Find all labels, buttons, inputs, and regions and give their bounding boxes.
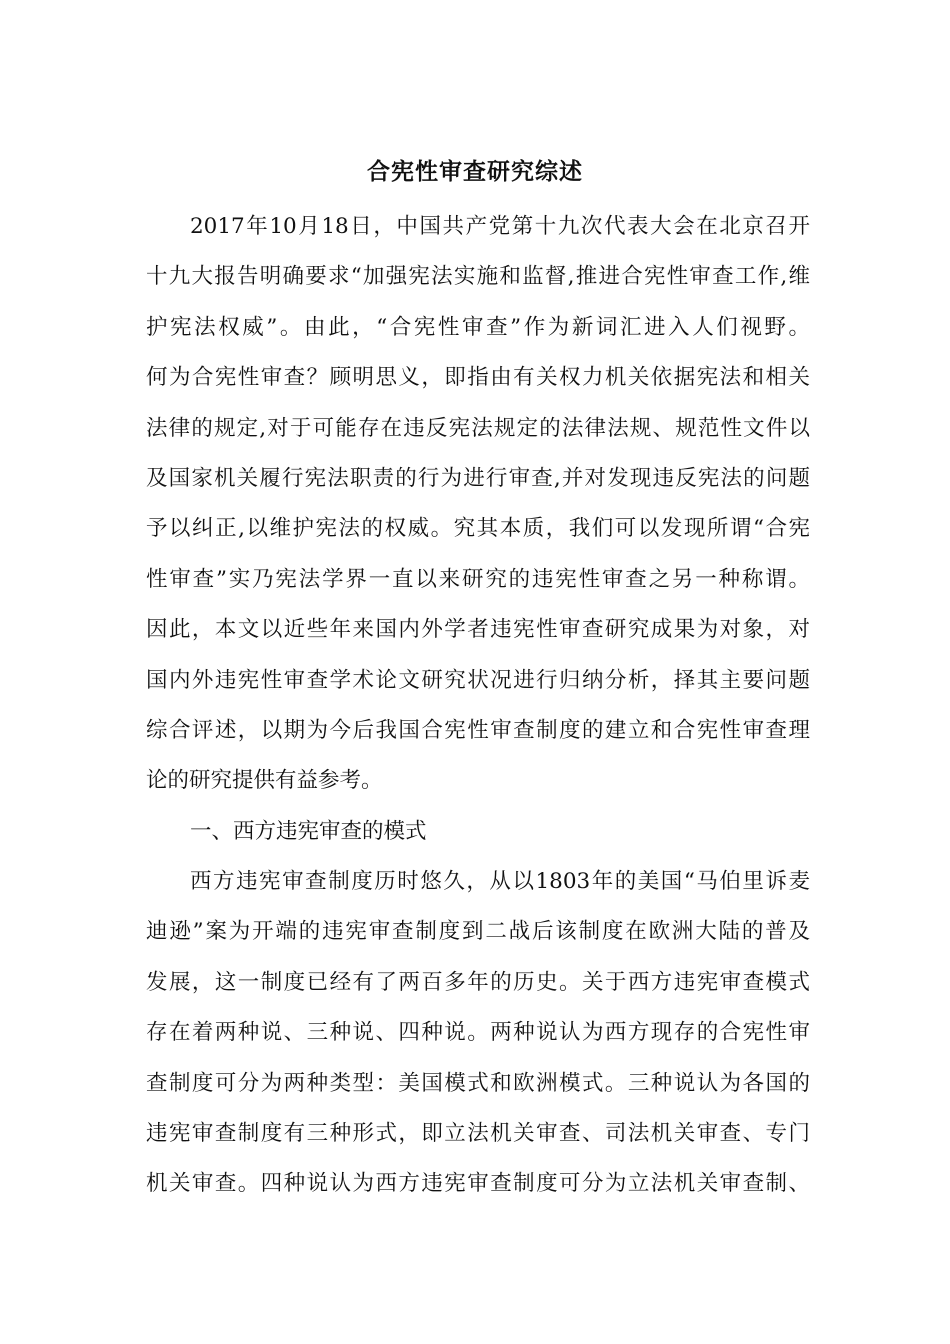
body-line: 何为合宪性审查？顾明思义，即指由有关权力机关依据宪法和相关 (146, 365, 810, 391)
body-line: 一、西方违宪审查的模式 (190, 818, 427, 844)
body-line: 西方违宪审查制度历时悠久，从以1803年的美国“马伯里诉麦 (190, 869, 810, 895)
body-line: 十九大报告明确要求“加强宪法实施和监督,推进合宪性审查工作,维 (146, 264, 810, 290)
body-line: 论的研究提供有益参考。 (146, 768, 383, 794)
body-line: 存在着两种说、三种说、四种说。两种说认为西方现存的合宪性审 (146, 1020, 810, 1046)
body-line: 护宪法权威”。由此，“合宪性审查”作为新词汇进入人们视野。 (146, 314, 810, 340)
body-line: 因此，本文以近些年来国内外学者违宪性审查研究成果为对象，对 (146, 617, 810, 643)
body-line: 迪逊”案为开端的违宪审查制度到二战后该制度在欧洲大陆的普及 (146, 919, 810, 945)
body-line: 综合评述，以期为今后我国合宪性审查制度的建立和合宪性审查理 (146, 717, 810, 743)
body-line: 及国家机关履行宪法职责的行为进行审查,并对发现违反宪法的问题 (146, 465, 810, 491)
body-line: 机关审查。四种说认为西方违宪审查制度可分为立法机关审查制、 (146, 1171, 810, 1197)
body-line: 违宪审查制度有三种形式，即立法机关审查、司法机关审查、专门 (146, 1121, 810, 1147)
body-line: 查制度可分为两种类型：美国模式和欧洲模式。三种说认为各国的 (146, 1070, 810, 1096)
body-line: 国内外违宪性审查学术论文研究状况进行归纳分析，择其主要问题 (146, 667, 810, 693)
document-body (146, 202, 810, 1210)
body-line: 予以纠正,以维护宪法的权威。究其本质，我们可以发现所谓“合宪 (146, 516, 810, 542)
body-line: 法律的规定,对于可能存在违反宪法规定的法律法规、规范性文件以 (146, 415, 810, 441)
body-line: 发展，这一制度已经有了两百多年的历史。关于西方违宪审查模式 (146, 969, 810, 995)
body-line: 2017年10月18日，中国共产党第十九次代表大会在北京召开 (190, 214, 810, 239)
document-title: 合宪性审查研究综述 (367, 158, 583, 185)
body-line: 性审查”实乃宪法学界一直以来研究的违宪性审查之另一种称谓。 (146, 566, 810, 592)
